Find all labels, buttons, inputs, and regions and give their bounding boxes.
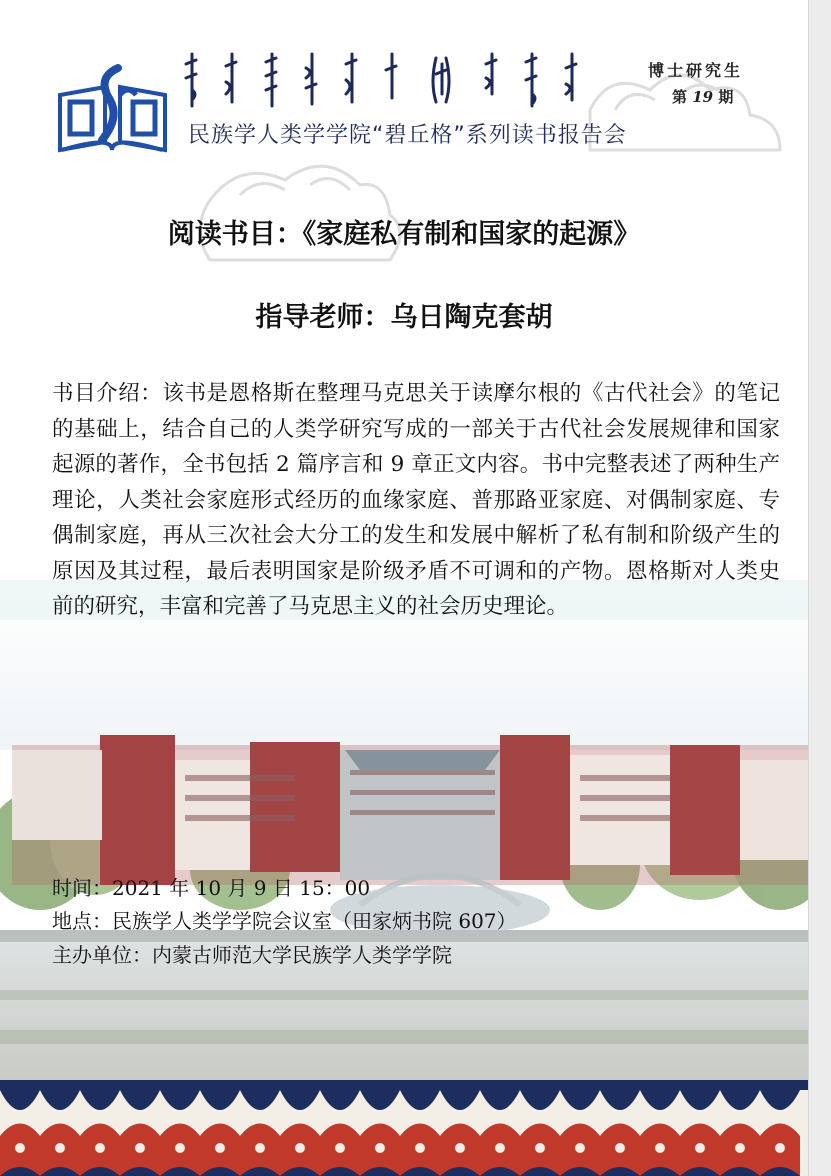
- issue-prefix: 第: [672, 88, 688, 106]
- place-value: 民族学人类学学院会议室（田家炳书院 607）: [112, 909, 517, 933]
- book-title: 阅读书目：《家庭私有制和国家的起源》: [167, 219, 641, 250]
- issue-suffix: 期: [718, 88, 734, 106]
- mongolian-script-title-icon: [180, 50, 610, 112]
- issue-label: 博士研究生: [648, 61, 744, 80]
- open-book-logo-icon: [60, 68, 165, 150]
- book-introduction: 书目介绍：该书是恩格斯在整理马克思关于读摩尔根的《古代社会》的笔记的基础上，结合自己的人类学研究写成的一部关于古代社会发展规律和国家起源的著作，全书包括 2 篇序言和 9 章正文内容。书中完整表述了两种生产理论，人类社会家庭形式经历的血缘家庭、普那路亚家庭、对偶制家庭、专偶制家庭，再从三次社会大分工的发生和发展中解析了私有制和阶级产生的原因及其过程，最后表明国家是阶级矛盾不可调和的产物。恩格斯对人类史前的研究，丰富和完善了马克思主义的社会历史理论。: [52, 381, 780, 619]
- host-value: 内蒙古师范大学民族学人类学学院: [152, 943, 452, 967]
- time-label: 时间：: [52, 876, 112, 900]
- event-host: [52, 939, 452, 968]
- advisor: 指导老师：乌日陶克套胡: [255, 302, 553, 333]
- host-label: 主办单位：: [52, 943, 152, 967]
- series-title: 民族学人类学学院“碧丘格”系列读书报告会: [188, 123, 627, 148]
- place-label: 地点：: [52, 909, 112, 933]
- event-time: [52, 872, 370, 901]
- issue-no: 19: [692, 88, 714, 106]
- event-place: [52, 905, 517, 934]
- bottom-border-pattern: [0, 1080, 808, 1176]
- page-edge-strip: [808, 0, 831, 1176]
- issue-number: [672, 86, 733, 107]
- time-value: 2021 年 10 月 9 日 15：00: [112, 876, 371, 900]
- campus-building: [12, 735, 808, 885]
